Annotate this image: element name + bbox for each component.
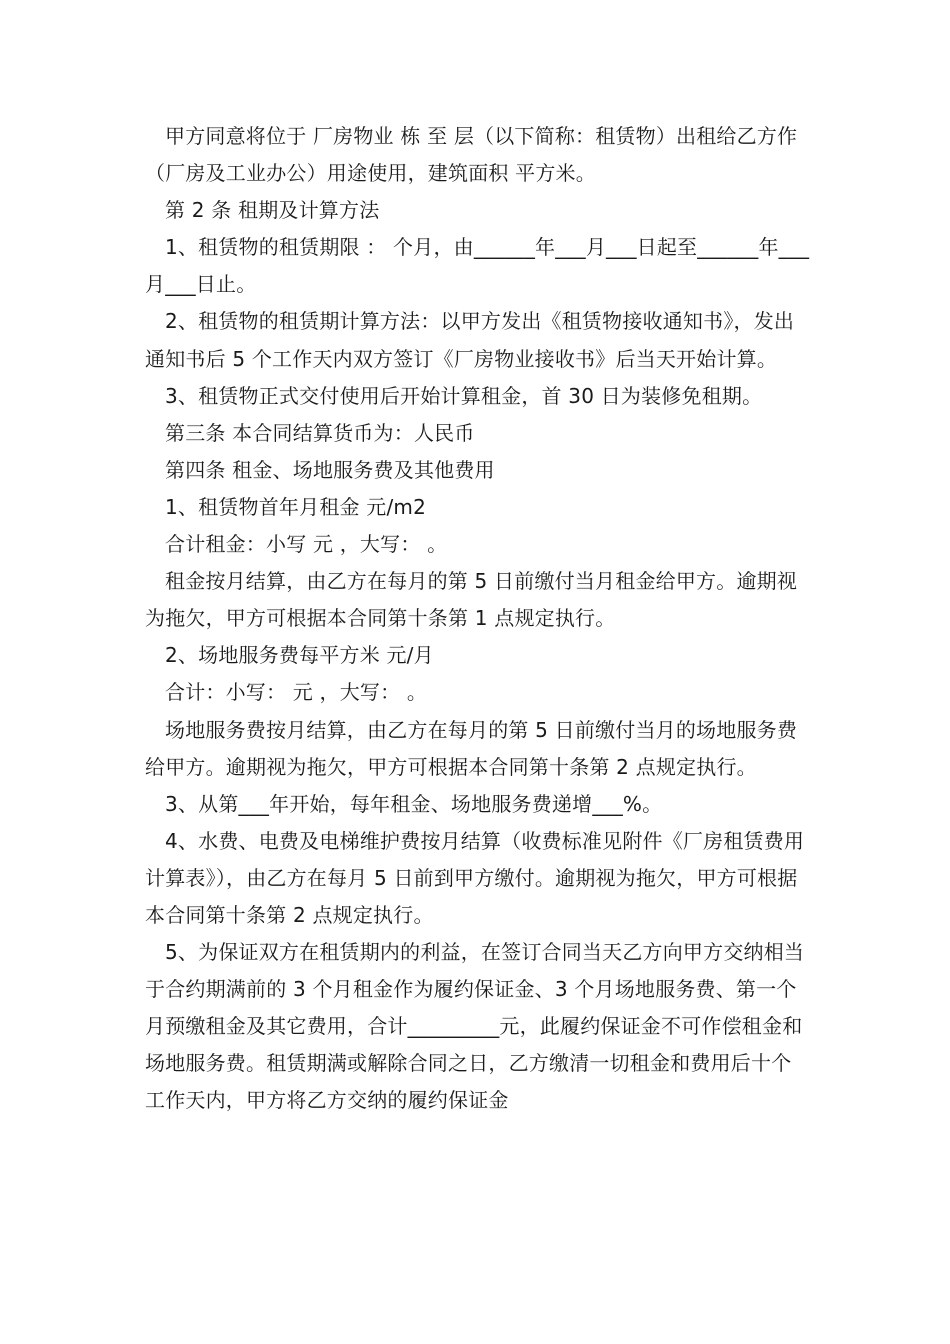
paragraph-deposit: 5、为保证双方在租赁期内的利益，在签订合同当天乙方向甲方交纳相当于合约期满前的 3 个月租金作为履约保证金、3 个月场地服务费、第一个月预缴租金及其它费用，合计_________元，此履约保证金不可作偿租金和场地服务费。租赁期满或解除合同之日，乙方缴清一切租金和费用后十个工作天内，甲方将乙方交纳的履约保证金 [145, 940, 805, 1113]
heading-article-2: 第 2 条 租期及计算方法 [165, 198, 380, 223]
paragraph-rent-total: 合计租金：小写 元 ，大写： 。 [165, 532, 448, 557]
heading-article-4: 第四条 租金、场地服务费及其他费用 [165, 457, 495, 482]
paragraph-service-fee: 2、场地服务费每平方米 元/月 [165, 643, 434, 668]
paragraph-rent-free-period: 3、租赁物正式交付使用后开始计算租金，首 30 日为装修免租期。 [165, 383, 763, 408]
paragraph-monthly-rent: 1、租赁物首年月租金 元/m2 [165, 494, 427, 519]
contract-body [145, 118, 810, 1120]
paragraph-annual-increase: 3、从第___年开始，每年租金、场地服务费递增___%。 [165, 791, 663, 816]
paragraph-term-calculation: 2、租赁物的租赁期计算方法：以甲方发出《租赁物接收通知书》，发出通知书后 5 个工作天内双方签订《厂房物业接收书》后当天开始计算。 [145, 309, 795, 371]
paragraph-lease-term: 1、租赁物的租赁期限 ： 个月，由______年___月___日起至______年___月___日止。 [145, 235, 810, 297]
paragraph-lease-premises: 甲方同意将位于 厂房物业 栋 至 层（以下简称：租赁物）出租给乙方作（厂房及工业办公）用途使用，建筑面积 平方米。 [145, 124, 798, 186]
heading-article-3: 第三条 本合同结算货币为：人民币 [165, 420, 475, 445]
paragraph-service-fee-payment: 场地服务费按月结算，由乙方在每月的第 5 日前缴付当月的场地服务费给甲方。逾期视为拖欠，甲方可根据本合同第十条第 2 点规定执行。 [145, 717, 798, 779]
paragraph-utilities: 4、水费、电费及电梯维护费按月结算（收费标准见附件《厂房租赁费用计算表》），由乙方在每月 5 日前到甲方缴付。逾期视为拖欠，甲方可根据本合同第十条第 2 点规定执行。 [145, 828, 805, 927]
paragraph-service-fee-total: 合计：小写： 元 ，大写： 。 [165, 680, 428, 705]
paragraph-rent-payment: 租金按月结算，由乙方在每月的第 5 日前缴付当月租金给甲方。逾期视为拖欠，甲方可根据本合同第十条第 1 点规定执行。 [145, 569, 798, 631]
